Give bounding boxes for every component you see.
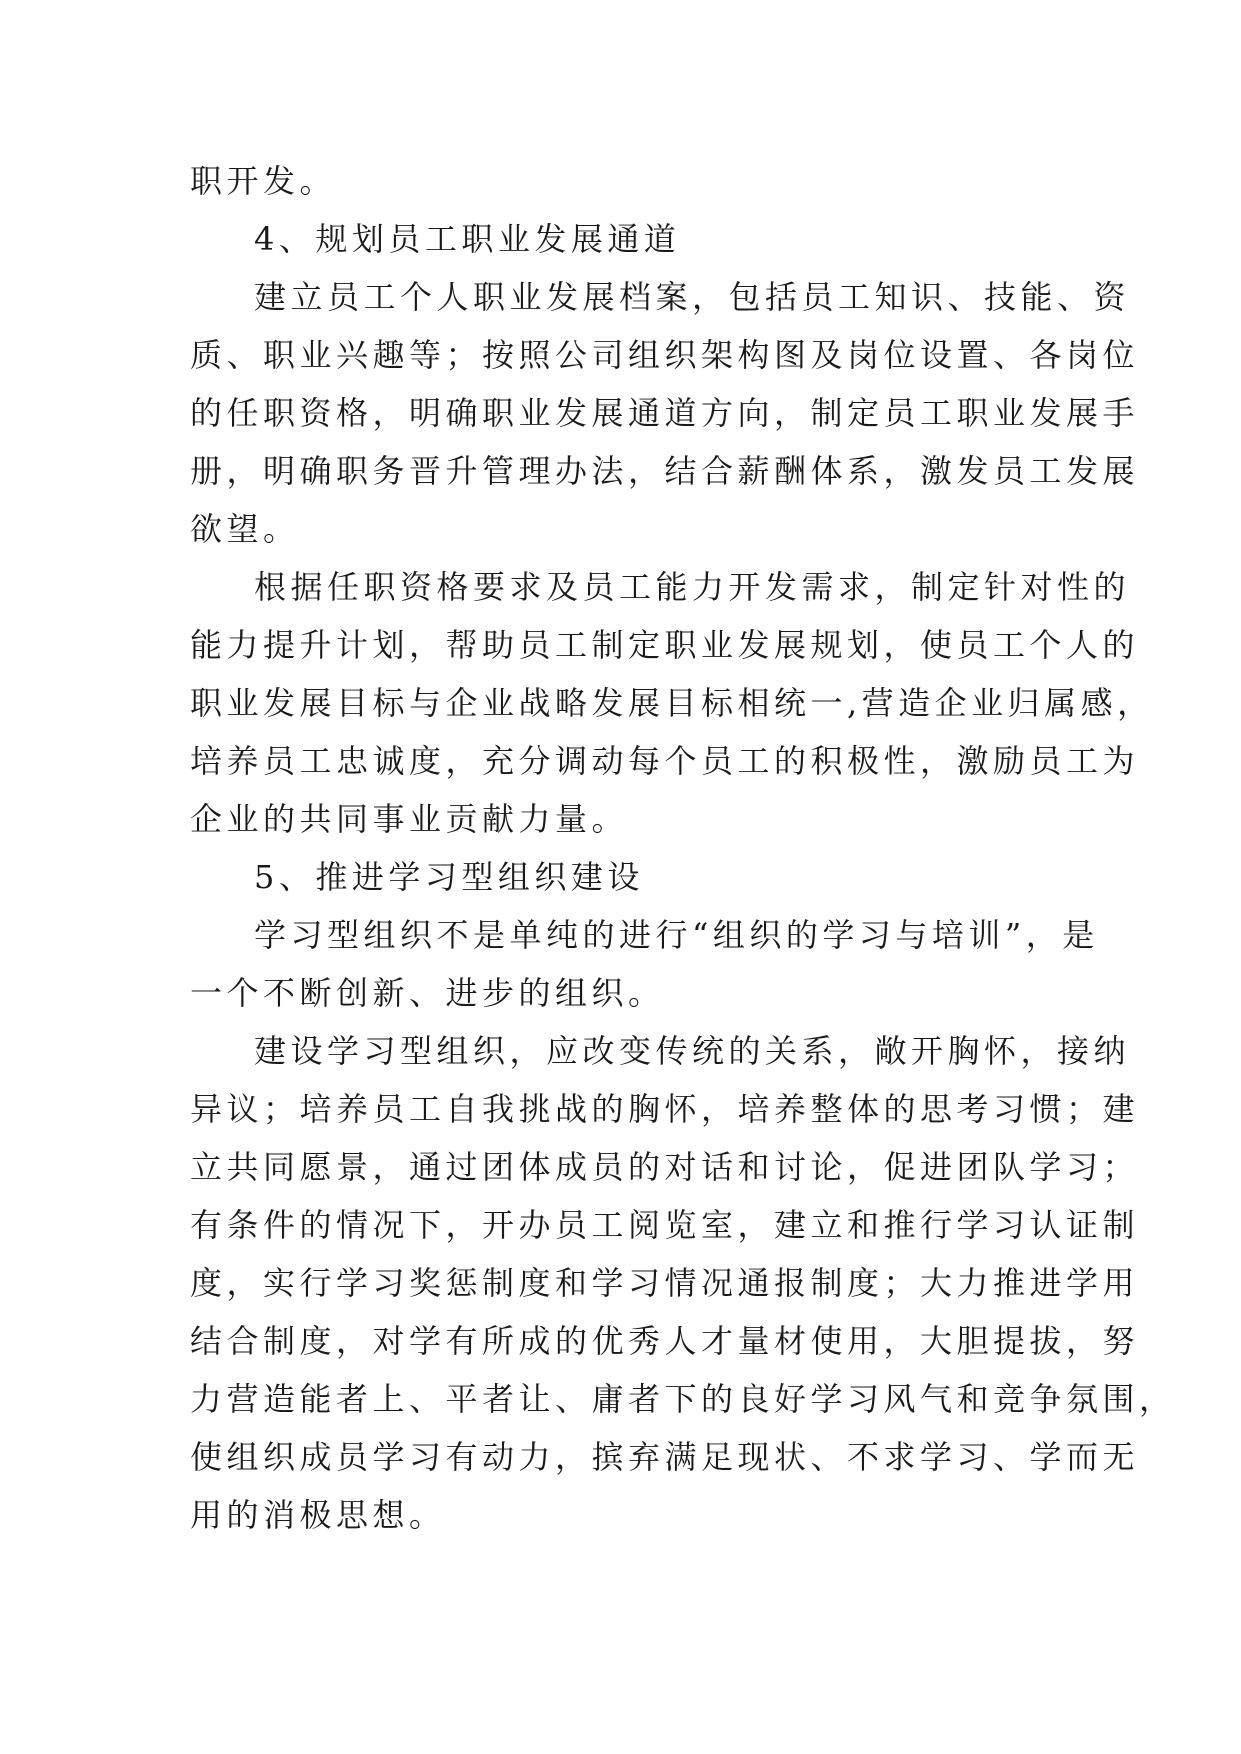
text-line: 建设学习型组织，应改变传统的关系，敞开胸怀，接纳 xyxy=(254,1032,1131,1070)
text-line: 的任职资格，明确职业发展通道方向，制定员工职业发展手 xyxy=(190,394,1140,432)
text-line: 力营造能者上、平者让、庸者下的良好学习风气和竞争氛围， xyxy=(190,1380,1176,1418)
text-line: 学习型组织不是单纯的进行“组织的学习与培训”，是 xyxy=(254,916,1099,954)
text-line: 根据任职资格要求及员工能力开发需求，制定针对性的 xyxy=(254,568,1131,606)
text-line: 结合制度，对学有所成的优秀人才量材使用，大胆提拔，努 xyxy=(190,1322,1140,1360)
text-line: 一个不断创新、进步的组织。 xyxy=(190,974,665,1012)
text-line: 培养员工忠诚度，充分调动每个员工的积极性，激励员工为 xyxy=(190,742,1140,780)
section-heading-4: 4、规划员工职业发展通道 xyxy=(254,220,681,258)
text-line: 质、职业兴趣等；按照公司组织架构图及岗位设置、各岗位 xyxy=(190,336,1140,374)
section-heading-5: 5、推进学习型组织建设 xyxy=(254,858,644,896)
text-line: 职开发。 xyxy=(190,162,337,200)
text-line: 立共同愿景，通过团体成员的对话和讨论，促进团队学习； xyxy=(190,1148,1140,1186)
document-body xyxy=(190,152,1176,1544)
text-line: 度，实行学习奖惩制度和学习情况通报制度；大力推进学用 xyxy=(190,1264,1140,1302)
text-line: 企业的共同事业贡献力量。 xyxy=(190,800,629,838)
text-line: 职业发展目标与企业战略发展目标相统一,营造企业归属感， xyxy=(190,684,1154,722)
text-line: 用的消极思想。 xyxy=(190,1496,446,1534)
text-line: 册，明确职务晋升管理办法，结合薪酬体系，激发员工发展 xyxy=(190,452,1140,490)
text-line: 建立员工个人职业发展档案，包括员工知识、技能、资 xyxy=(254,278,1131,316)
text-line: 有条件的情况下，开办员工阅览室，建立和推行学习认证制 xyxy=(190,1206,1140,1244)
text-line: 异议；培养员工自我挑战的胸怀，培养整体的思考习惯；建 xyxy=(190,1090,1140,1128)
text-line: 欲望。 xyxy=(190,510,300,548)
text-line: 使组织成员学习有动力，摈弃满足现状、不求学习、学而无 xyxy=(190,1438,1140,1476)
text-line: 能力提升计划，帮助员工制定职业发展规划，使员工个人的 xyxy=(190,626,1140,664)
